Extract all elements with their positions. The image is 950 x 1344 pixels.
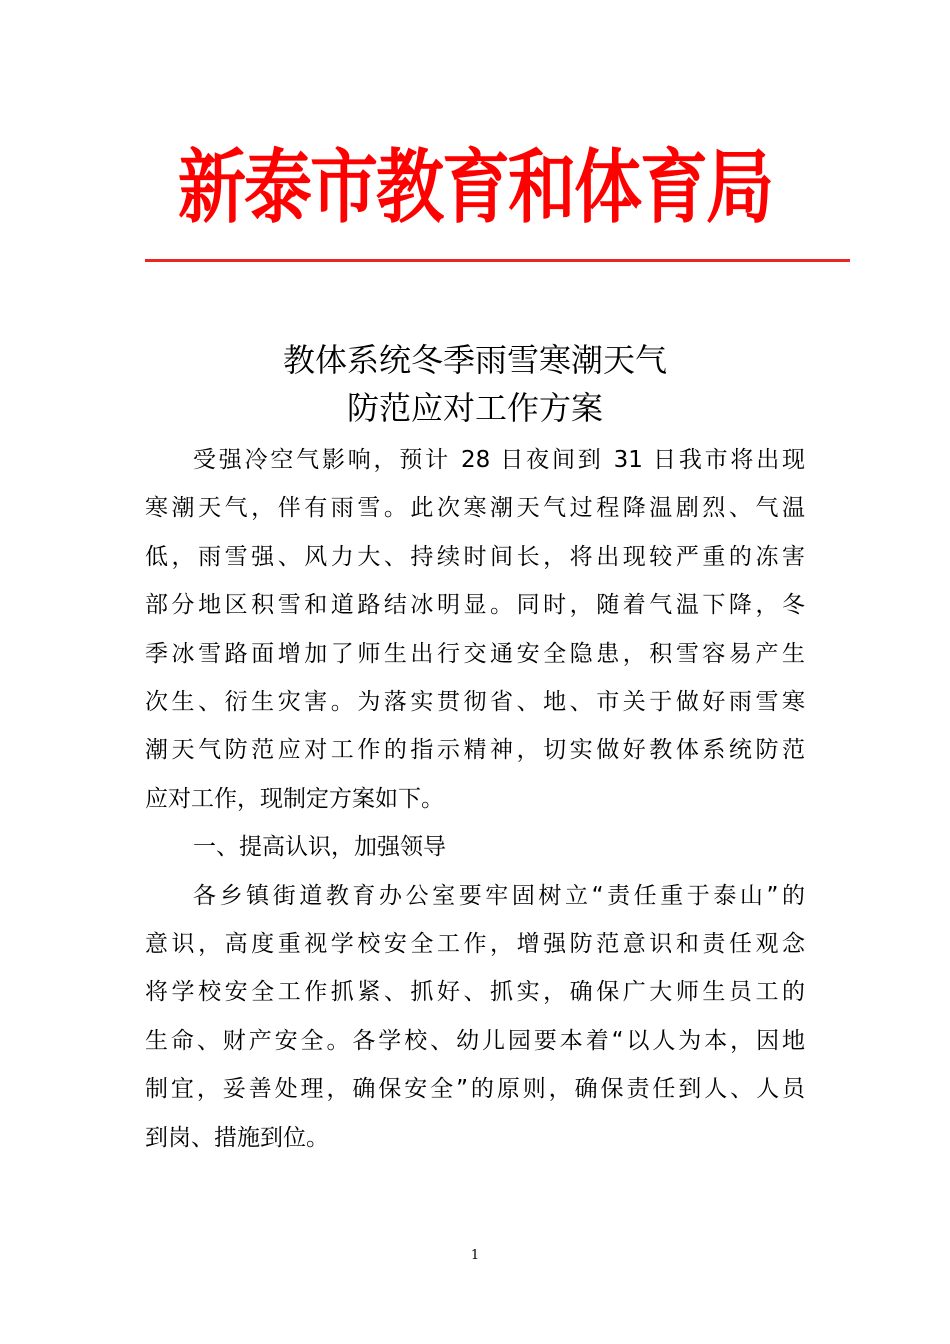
body-line: 次生、衍生灾害。为落实贯彻省、地、市关于做好雨雪寒 xyxy=(145,689,805,716)
body-line: 到岗、措施到位。 xyxy=(145,1124,329,1151)
body-line: 季冰雪路面增加了师生出行交通安全隐患，积雪容易产生 xyxy=(145,640,805,667)
body-line: 将学校安全工作抓紧、抓好、抓实，确保广大师生员工的 xyxy=(145,979,805,1006)
paragraph-section-1 xyxy=(145,872,805,1162)
body-line: 制宜，妥善处理，确保安全”的原则，确保责任到人、人员 xyxy=(145,1076,805,1103)
body-line: 意识，高度重视学校安全工作，增强防范意识和责任观念 xyxy=(145,931,805,958)
body-line: 寒潮天气，伴有雨雪。此次寒潮天气过程降温剧烈、气温 xyxy=(145,495,805,522)
body-line: 低，雨雪强、风力大、持续时间长，将出现较严重的冻害 xyxy=(145,543,805,570)
body-line: 部分地区积雪和道路结冰明显。同时，随着气温下降，冬 xyxy=(145,592,805,619)
document-body xyxy=(145,436,805,1162)
body-line: 应对工作，现制定方案如下。 xyxy=(145,785,444,812)
document-title-line-1: 教体系统冬季雨雪寒潮天气 xyxy=(282,341,667,379)
document-title-line-2: 防范应对工作方案 xyxy=(346,389,603,427)
letterhead-org-name: 新泰市教育和体育局 xyxy=(177,141,772,236)
page-number: 1 xyxy=(470,1248,480,1263)
paragraph-intro xyxy=(145,436,805,823)
section-heading-text: 一、提高认识，加强领导 xyxy=(193,834,446,861)
body-line: 各乡镇街道教育办公室要牢固树立“责任重于泰山”的 xyxy=(193,882,805,909)
body-line: 受强冷空气影响，预计 28 日夜间到 31 日我市将出现 xyxy=(193,447,805,473)
body-line: 潮天气防范应对工作的指示精神，切实做好教体系统防范 xyxy=(145,737,805,764)
body-line: 生命、财产安全。各学校、幼儿园要本着“以人为本，因地 xyxy=(145,1027,805,1054)
section-heading-1 xyxy=(145,823,805,871)
letterhead-red-rule xyxy=(145,259,850,262)
